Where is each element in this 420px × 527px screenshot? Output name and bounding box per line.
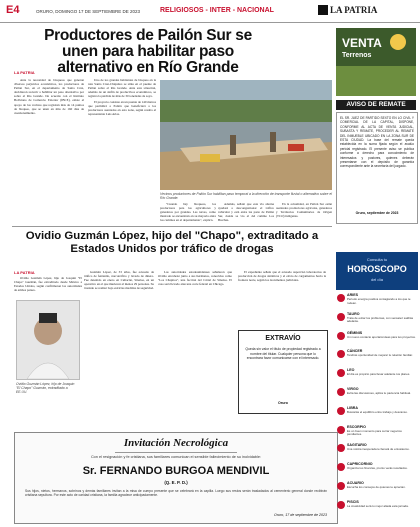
zodiac-icon — [337, 444, 345, 452]
horoscope-sign-name: LIBRA — [347, 405, 358, 410]
horoscope-banner — [336, 252, 418, 290]
newspaper-logo-icon — [318, 5, 328, 15]
page-number: E4 — [6, 4, 20, 16]
story1-col1b — [88, 78, 156, 118]
story1-paragraph: "Cuando hay bloqueos, los productores para los agricultores y ganaderos por grandes. Las naves, como ilustrado se encuentran en su mayoría entre los caminos en el departamento", explicó. — [160, 202, 216, 223]
obituary-body: Sus hijos, nietos, hermanos, sobrinos y demás familiares invitan a la misa de cuerpo presente que se celebrará en la capilla. Luego sus restos serán trasladados al cementerio general donde recibirán cristiana sepultura. Por este acto de caridad cristiana, la familia agradece anticipadamente. — [25, 489, 327, 498]
horoscope-sign-text: Un nuevo contacto aportará ideas para tus proyectos. — [347, 334, 416, 339]
story2-paragraph: Las autoridades estadounidenses señalaron que Ovidio encabezó junto a sus hermanos, conocidos como "Los Chapitos", una facción del Cártel de Sinaloa. El caso será llevado ante una corte federal en Chicago. — [158, 270, 232, 287]
horoscope-item — [336, 442, 418, 461]
extravio-title: EXTRAVÍO — [265, 335, 301, 342]
zodiac-icon — [337, 294, 345, 302]
horoscope-sign-name: CAPRICORNIO — [347, 462, 373, 467]
story1-col2 — [160, 202, 216, 224]
horoscope-sign-text: La creatividad será tu mejor aliada esta jornada. — [347, 503, 409, 508]
horoscope-item — [336, 424, 418, 443]
story1-paragraph: Además, señaló que esta vía alterna ayudará a descongestionar el tráfico vehicular y está entre las parte de Pailón Sur, donde se vio el del camino Los Brechas. — [218, 202, 274, 223]
story2-paragraph: Guzmán López, de 33 años, fue acusado de tráfico de fentanilo, narcotráfico y lavado de dinero. Fue detenido en enero en Culiacán, Sinaloa, en un operativo en el que murieron al menos 29 personas. Su traslado se realizó bajo estrictas medidas de seguridad. — [84, 270, 154, 291]
horoscope-sign-text: El día es propicio para llevar adelante tus planes. — [347, 372, 411, 377]
zodiac-icon — [337, 501, 345, 509]
horoscope-item — [336, 405, 418, 424]
river-crossing-photo — [160, 80, 332, 190]
obituary-box — [14, 432, 338, 524]
horoscope-item — [336, 330, 418, 349]
obituary-title: Invitación Necrológica — [123, 437, 229, 449]
horoscope-label: Consulta tu — [366, 257, 388, 262]
aviso-header: AVISO DE REMATE — [336, 100, 416, 110]
horoscope-sign-text: Una noticia inesperada te llenará de entusiasmo. — [347, 447, 410, 452]
horoscope-sign-text: Periodo energía positiva contagiando a los que te rodean. — [347, 297, 411, 305]
horoscope-sign-name: ACUARIO — [347, 481, 364, 485]
horoscope-item — [336, 292, 418, 311]
aviso-box — [336, 112, 418, 224]
story1-paragraph: Uno de los grandes habitantes de bloqueo en la ruta Santa Cruz-Chiquitos se sitúa en el puente de Pailón sobre el Río Grande. Ante esta situación, además de un sinfín de productivos económicos, se registra la pérdida de más de 30 toneladas de soya. — [88, 78, 156, 99]
horoscope-sign-name: ESCORPIO — [347, 424, 366, 429]
story2-lead — [14, 276, 82, 294]
obituary-intro: Con el resignación y fe cristiana, sus familiares comunican el sensible fallecimiento de su inolvidable: — [90, 455, 262, 459]
zodiac-icon — [337, 332, 345, 340]
obituary-footer: Oruro, 17 de septiembre de 2023 — [274, 513, 327, 517]
horoscope-item — [336, 480, 418, 499]
aviso-body: EL SR. JUEZ DE PARTIDO SEXTO EN LO CIVIL Y COMERCIAL DE LA CAPITAL, DISPONE, CONFORME AL ACTA DE VENTA JUDICIAL, SUBASTA Y REMATE, PROCEDER AL REMATE DEL INMUEBLE UBICADO EN LA ZONA SUR DE ESTA CIUDAD. La base del remate queda establecida en la suma fijada según el avalúo pericial registrado. El presente aviso se publica conforme a derecho para conocimiento de interesados y postores, quienes deberán presentarse con el depósito de garantía correspondiente ante la secretaría del juzgado. — [340, 116, 414, 169]
horoscope-sign-text: Buscarás el equilibrio entre trabajo y descanso. — [347, 409, 408, 414]
zodiac-icon — [337, 350, 345, 358]
zodiac-icon — [337, 369, 345, 377]
horoscope-item — [336, 367, 418, 386]
horoscope-item — [336, 386, 418, 405]
horoscope-item — [336, 311, 418, 330]
section-divider — [12, 226, 332, 227]
story2-col4 — [238, 270, 326, 284]
story2-col3 — [158, 270, 232, 288]
horoscope-sign-name: TAURO — [347, 311, 360, 316]
portrait-photo — [17, 301, 79, 379]
story1-paragraph: Ante la necesidad de bloqueos que generan diversos perjuicios económicos, los productores de Pailón Sur, en el departamento de Santa Cruz, decidieron recurrir a habilitar un paso alternativo por sobre el Río Grande. De acuerdo con el Instituto Boliviano de Comercio Exterior (IBCE), existe el apoyo de los vecinos que registran más de 14 puntos de bloqueo, que se unen en más de 160 días de cuestionamiento. — [14, 78, 84, 115]
horoscope-sign-name: CÁNCER — [347, 349, 363, 354]
story2-col2 — [84, 270, 154, 292]
dateline: ORURO, DOMINGO 17 DE SEPTIEMBRE DE 2023 — [36, 9, 141, 14]
venta-ad — [336, 28, 416, 96]
extravio-footer: Oruro — [278, 401, 288, 405]
zodiac-icon — [337, 313, 345, 321]
story1-photo-caption: Vecinos productores de Pailón Sur habilitan paso temporal a la dirección de transporte fluvial o alternativo sobre el Río Grande. — [160, 192, 332, 201]
horoscope-sign-name: VIRGO — [347, 387, 359, 391]
horoscope-list — [336, 292, 418, 520]
story1-tag: LA PATRIA — [14, 70, 35, 75]
section-label: RELIGIOSOS - INTER - NACIONAL — [160, 7, 274, 14]
horoscope-sign-name: SAGITARIO — [347, 443, 367, 448]
horoscope-sign-text: Organiza tus finanzas, pronto verás resultados. — [347, 466, 408, 471]
story1-col1 — [14, 78, 84, 116]
story1-col3 — [276, 202, 332, 220]
horoscope-sign-name: PISCIS — [347, 499, 359, 504]
horoscope-sign-text: Tendrás oportunidad de mejorar tu relación familiar. — [347, 353, 413, 358]
story1-paragraph: En la actualidad, en Pailón Sur están asentados productores agrícolas, ganaderos y Territorios Comunitarios de Origen (TCO) indígenas. — [276, 202, 332, 219]
portrait-caption: Ovidio Guzmán López, hijo de Joaquín "El Chapo" Guzmán, extraditado a EE.UU. — [16, 382, 75, 395]
zodiac-icon — [337, 463, 345, 471]
story2-paragraph: Ovidio Guzmán López, hijo de Joaquín "El Chapo" Guzmán, fue extraditado desde México a Estados Unidos, según confirmaron las autoridades de ambos países. — [14, 276, 82, 293]
obituary-ornament — [115, 452, 237, 453]
horoscope-title: HOROSCOPO — [347, 264, 407, 274]
story1-paragraph: El proyecto consiste en un puente de 140 metros que permitirá a Pailón que beneficiará a los productores asentados en esta zona, según resalta el representante Luis Arias. — [88, 99, 156, 117]
story2-portrait — [16, 300, 80, 380]
horoscope-sign-name: LEO — [347, 368, 355, 373]
horoscope-item — [336, 348, 418, 367]
story1-photo — [160, 80, 332, 190]
horoscope-item — [336, 461, 418, 480]
story2-paragraph: El expediente señala que el acusado supervisó laboratorios de producción de drogas sintéticas y el envío de cargamentos hacia la frontera norte, según los documentos judiciales. — [238, 270, 326, 283]
zodiac-icon — [337, 482, 345, 490]
horoscope-sign-text: Escucha los consejos de quienes te aprecian. — [347, 485, 406, 489]
horoscope-sign-text: Es un buen momento para cerrar negocios pendientes. — [347, 428, 402, 437]
extravio-body: Queda sin valor el título de propiedad registrado a nombre del titular. Cualquier persona que lo encontrara favor comunicarse con el interesado. — [245, 347, 321, 361]
horoscope-sign-name: ARIES — [347, 293, 358, 297]
venta-subtitle: Terrenos — [342, 52, 372, 59]
extravio-box — [238, 330, 328, 414]
aviso-footer: Oruro, septiembre de 2023 — [355, 211, 399, 215]
horoscope-sign-text: Evita las discusiones, aplica tu paciencia habitual. — [347, 391, 411, 395]
horoscope-subtitle: del día — [370, 277, 383, 282]
story2-headline: Ovidio Guzmán López, hijo del "Chapo", extraditado a Estados Unidos por tráfico de drogas — [25, 230, 319, 255]
story1-col2b — [218, 202, 274, 224]
horoscope-sign-text: Trata de evitar los problemas, con sensatez saldrás adelante. — [347, 315, 414, 324]
zodiac-icon — [337, 407, 345, 415]
horoscope-sign-name: GÉMINIS — [347, 330, 363, 335]
obituary-rip: (Q. E. P. D.) — [164, 480, 188, 485]
story2-tag: LA PATRIA — [14, 270, 35, 275]
zodiac-icon — [337, 426, 345, 434]
horoscope-item — [336, 499, 418, 518]
zodiac-icon — [337, 388, 345, 396]
venta-title: VENTA — [342, 36, 382, 50]
newspaper-brand: LA PATRIA — [330, 5, 378, 15]
story1-headline: Productores de Pailón Sur se unen para habilitar paso alternativo en Río Grande — [44, 27, 252, 76]
obituary-name: Sr. FERNANDO BURGOA MENDIVIL — [82, 465, 270, 477]
